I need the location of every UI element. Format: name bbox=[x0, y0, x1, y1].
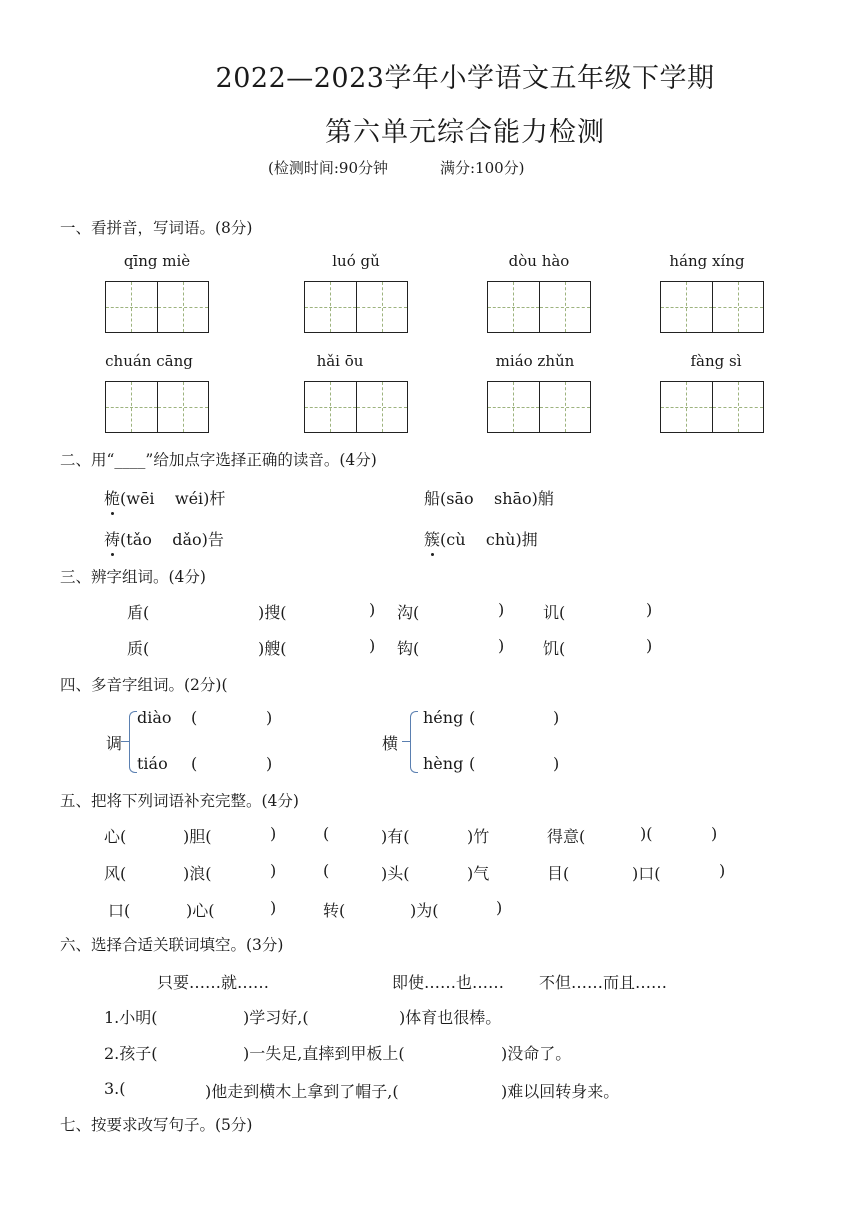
blank-open[interactable]: ( bbox=[469, 708, 476, 727]
writing-box[interactable] bbox=[304, 281, 408, 333]
section-2-heading: 二、用“____”给加点字选择正确的读音。(4分) bbox=[60, 451, 377, 469]
blank-item[interactable]: )搜( bbox=[258, 603, 287, 622]
writing-box[interactable] bbox=[105, 281, 209, 333]
question-1[interactable]: 1.小明( bbox=[104, 1008, 158, 1027]
idiom-blank: ) bbox=[711, 824, 718, 843]
idiom-blank[interactable]: 风( bbox=[104, 864, 127, 883]
blank-item[interactable]: 饥( bbox=[543, 639, 566, 658]
idiom-blank[interactable]: )心( bbox=[186, 901, 215, 920]
idiom-blank[interactable]: 心( bbox=[104, 827, 127, 846]
idiom-blank: ) bbox=[496, 898, 503, 917]
blank-close: ) bbox=[553, 708, 560, 727]
idiom-blank: ) bbox=[719, 861, 726, 880]
blank-item: ) bbox=[646, 600, 653, 619]
writing-box[interactable] bbox=[304, 381, 408, 433]
section-3-heading: 三、辨字组词。(4分) bbox=[60, 568, 206, 586]
idiom-blank[interactable]: )有( bbox=[381, 827, 410, 846]
idiom-blank[interactable]: )( bbox=[640, 824, 653, 843]
exam-subtitle: 第六单元综合能力检测 bbox=[325, 117, 605, 148]
idiom-blank[interactable]: )为( bbox=[410, 901, 439, 920]
pinyin-label: hǎi ōu bbox=[316, 352, 364, 370]
exam-time: (检测时间:90分钟 bbox=[268, 159, 388, 177]
pinyin-label: luó gǔ bbox=[332, 252, 380, 270]
question-2: )没命了。 bbox=[501, 1044, 572, 1063]
question-1[interactable]: )学习好,( bbox=[243, 1008, 309, 1027]
writing-box[interactable] bbox=[487, 281, 591, 333]
question-2[interactable]: 2.孩子( bbox=[104, 1044, 158, 1063]
pinyin-label: chuán cāng bbox=[105, 352, 193, 370]
blank-item: ) bbox=[646, 636, 653, 655]
brace-bracket bbox=[129, 711, 137, 773]
exam-meta bbox=[268, 157, 525, 178]
question-1: )体育也很棒。 bbox=[399, 1008, 502, 1027]
polyphone-reading: hèng bbox=[423, 754, 464, 773]
conjunction-option: 不但……而且…… bbox=[539, 973, 668, 992]
blank-item[interactable]: 钩( bbox=[397, 639, 420, 658]
brace-tick bbox=[121, 741, 129, 742]
idiom-blank: )竹 bbox=[467, 827, 490, 846]
writing-box[interactable] bbox=[660, 381, 764, 433]
brace-tick bbox=[402, 741, 410, 742]
polyphone-char: 横 bbox=[382, 734, 399, 753]
polyphone-reading: tiáo bbox=[137, 754, 168, 773]
pinyin-label: dòu hào bbox=[508, 252, 570, 270]
question-3: )难以回转身来。 bbox=[501, 1082, 620, 1101]
reading-options[interactable]: (wēi wéi)杆 bbox=[120, 489, 226, 508]
exam-score: 满分:100分) bbox=[440, 159, 525, 177]
idiom-blank[interactable]: 目( bbox=[547, 864, 570, 883]
section-7-heading: 七、按要求改写句子。(5分) bbox=[60, 1116, 253, 1134]
dotted-character: 祷 bbox=[104, 527, 120, 550]
blank-item: ) bbox=[498, 600, 505, 619]
blank-item[interactable]: 盾( bbox=[127, 603, 150, 622]
blank-item: ) bbox=[369, 636, 376, 655]
question-2[interactable]: )一失足,直摔到甲板上( bbox=[243, 1044, 405, 1063]
question-3[interactable]: )他走到横木上拿到了帽子,( bbox=[205, 1082, 399, 1101]
idiom-blank[interactable]: )头( bbox=[381, 864, 410, 883]
reading-choice-item bbox=[424, 486, 554, 509]
idiom-blank[interactable]: 得意( bbox=[547, 827, 586, 846]
polyphone-char: 调 bbox=[106, 734, 123, 753]
writing-box[interactable] bbox=[487, 381, 591, 433]
idiom-blank[interactable]: 转( bbox=[323, 901, 346, 920]
section-5-heading: 五、把将下列词语补充完整。(4分) bbox=[60, 792, 299, 810]
blank-open[interactable]: ( bbox=[469, 754, 476, 773]
pinyin-label: háng xíng bbox=[669, 252, 745, 270]
idiom-blank: ) bbox=[270, 861, 277, 880]
reading-choice-item bbox=[104, 486, 225, 509]
polyphone-reading: héng bbox=[423, 708, 464, 727]
conjunction-option: 只要……就…… bbox=[157, 973, 270, 992]
writing-box[interactable] bbox=[105, 381, 209, 433]
section-4-heading: 四、多音字组词。(2分)( bbox=[60, 676, 228, 694]
pinyin-label: miáo zhǔn bbox=[495, 352, 575, 370]
blank-close: ) bbox=[266, 754, 273, 773]
pinyin-label: qīng miè bbox=[123, 252, 191, 270]
blank-close: ) bbox=[553, 754, 560, 773]
idiom-blank[interactable]: )浪( bbox=[183, 864, 212, 883]
brace-bracket bbox=[410, 711, 418, 773]
conjunction-option: 即使……也…… bbox=[392, 973, 505, 992]
dotted-character: 簇 bbox=[424, 527, 440, 550]
blank-item: ) bbox=[369, 600, 376, 619]
reading-options[interactable]: (tǎo dǎo)告 bbox=[120, 530, 224, 549]
plain-character: 船 bbox=[424, 489, 441, 508]
blank-item[interactable]: )艘( bbox=[258, 639, 287, 658]
idiom-blank[interactable]: ( bbox=[323, 861, 330, 880]
idiom-blank[interactable]: )口( bbox=[632, 864, 661, 883]
idiom-blank[interactable]: )胆( bbox=[183, 827, 212, 846]
blank-open[interactable]: ( bbox=[191, 754, 198, 773]
idiom-blank[interactable]: 口( bbox=[108, 901, 131, 920]
idiom-blank: ) bbox=[270, 898, 277, 917]
blank-item: ) bbox=[498, 636, 505, 655]
idiom-blank[interactable]: ( bbox=[323, 824, 330, 843]
section-1-heading: 一、看拼音，写词语。(8分) bbox=[60, 219, 253, 237]
section-6-heading: 六、选择合适关联词填空。(3分) bbox=[60, 936, 284, 954]
exam-title: 2022—2023学年小学语文五年级下学期 bbox=[215, 63, 715, 94]
idiom-blank: ) bbox=[270, 824, 277, 843]
reading-choice-item bbox=[424, 527, 538, 550]
idiom-blank: )气 bbox=[467, 864, 490, 883]
reading-options[interactable]: (sāo shāo)艄 bbox=[440, 489, 554, 508]
blank-close: ) bbox=[266, 708, 273, 727]
writing-box[interactable] bbox=[660, 281, 764, 333]
pinyin-label: fàng sì bbox=[690, 352, 742, 370]
blank-item[interactable]: 讥( bbox=[543, 603, 566, 622]
question-3[interactable]: 3.( bbox=[104, 1079, 126, 1098]
reading-choice-item bbox=[104, 527, 224, 550]
polyphone-reading: diào bbox=[137, 708, 172, 727]
blank-item[interactable]: 沟( bbox=[397, 603, 420, 622]
blank-open[interactable]: ( bbox=[191, 708, 198, 727]
reading-options[interactable]: (cù chù)拥 bbox=[440, 530, 538, 549]
blank-item[interactable]: 质( bbox=[127, 639, 150, 658]
dotted-character: 桅 bbox=[104, 486, 120, 509]
